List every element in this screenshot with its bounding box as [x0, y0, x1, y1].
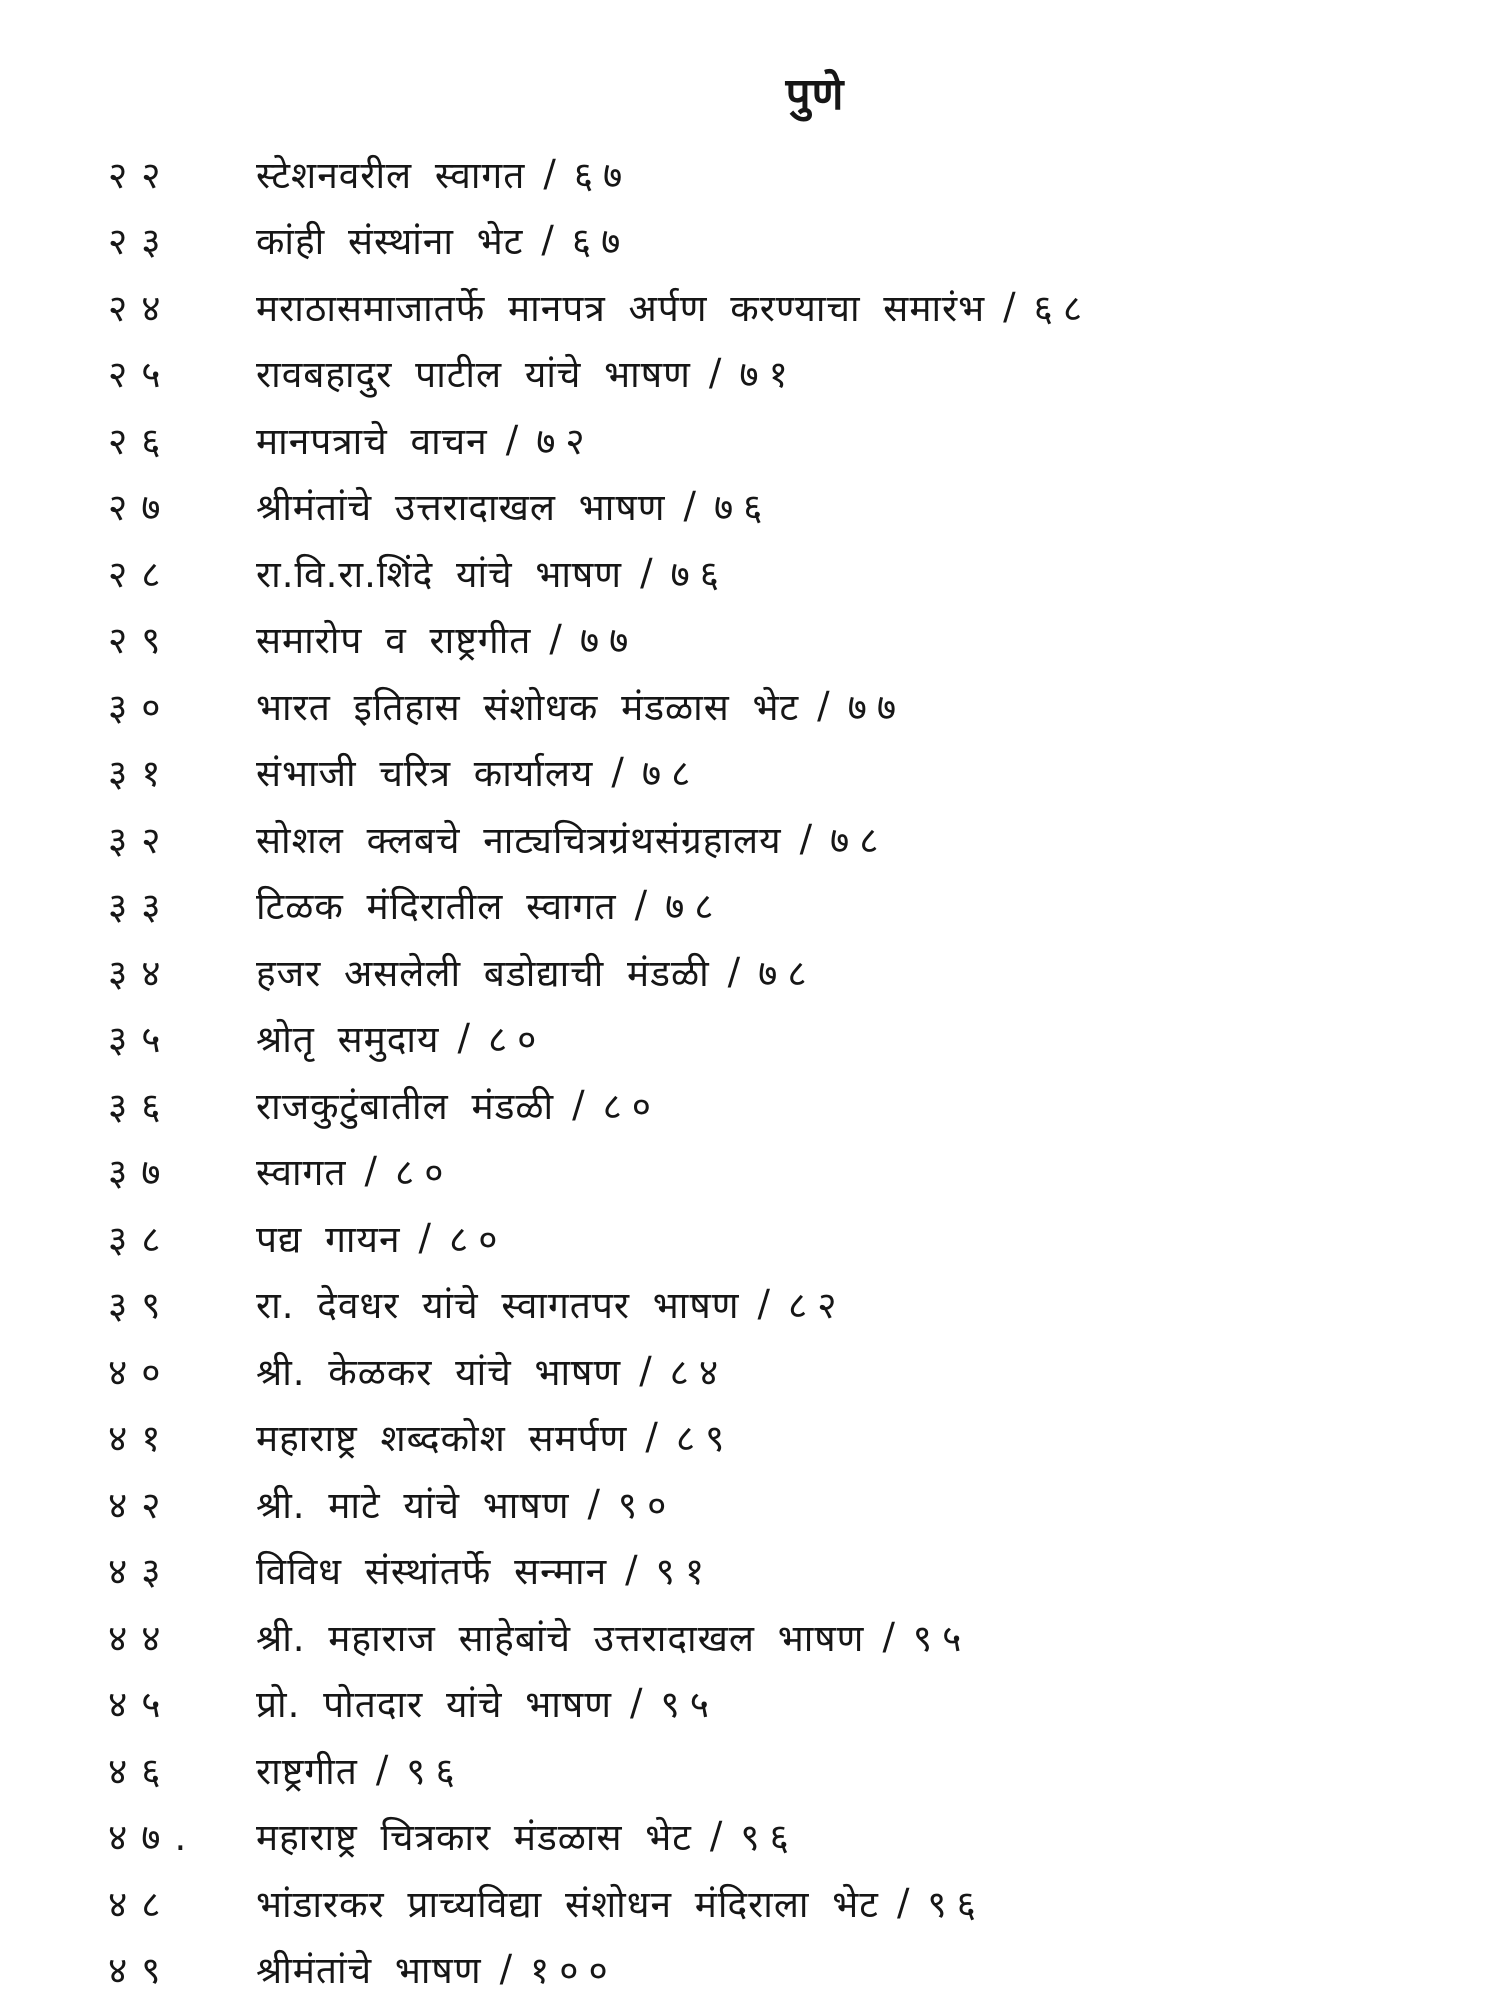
entry-number: ४६	[108, 1744, 256, 1795]
toc-entry	[108, 1936, 1468, 2002]
entry-separator: /	[758, 1282, 770, 1325]
entry-number: ३९	[108, 1278, 256, 1329]
entry-separator: /	[364, 1149, 376, 1192]
entry-title: श्रोतृ समुदाय	[256, 1012, 439, 1063]
entry-number: २९	[108, 613, 256, 664]
entry-page-number: ७६	[671, 547, 729, 598]
entry-page-number: ८०	[603, 1079, 661, 1130]
entry-separator: /	[639, 1349, 651, 1392]
entry-separator: /	[630, 1681, 642, 1724]
entry-separator: /	[1003, 285, 1015, 328]
entry-title: हजर असलेली बडोद्याची मंडळी	[256, 946, 710, 997]
entry-separator: /	[419, 1216, 431, 1259]
toc-entry	[108, 1138, 1468, 1205]
entry-page-number: ६७	[572, 214, 630, 265]
entry-separator: /	[645, 1415, 657, 1458]
toc-entry	[108, 1670, 1468, 1737]
toc-entry	[108, 473, 1468, 540]
entry-number: २६	[108, 414, 256, 465]
entry-page-number: ७२	[536, 414, 594, 465]
entry-number: २७	[108, 480, 256, 531]
toc-entry	[108, 938, 1468, 1005]
entry-page-number: ७७	[580, 613, 638, 664]
entry-number: ४५	[108, 1677, 256, 1728]
entry-page-number: ७८	[830, 813, 888, 864]
entry-page-number: ८२	[788, 1278, 846, 1329]
entry-number: ४३	[108, 1544, 256, 1595]
entry-page-number: १००	[530, 1943, 618, 1994]
entry-number: ३७	[108, 1145, 256, 1196]
entry-page-number: ९०	[618, 1478, 676, 1529]
toc-entry	[108, 1470, 1468, 1537]
entry-title: सोशल क्लबचे नाट्यचित्रग्रंथसंग्रहालय	[256, 813, 782, 864]
toc-entry	[108, 606, 1468, 673]
entry-page-number: ८९	[676, 1411, 734, 1462]
entry-number: ४१	[108, 1411, 256, 1462]
entry-separator: /	[572, 1083, 584, 1126]
entry-title: स्वागत	[256, 1145, 346, 1196]
entry-title: टिळक मंदिरातील स्वागत	[256, 879, 617, 930]
entry-number: ३३	[108, 879, 256, 930]
toc-entry	[108, 805, 1468, 872]
entry-number: ४८	[108, 1877, 256, 1928]
toc-entry	[108, 1271, 1468, 1338]
entry-title: श्री. केळकर यांचे भाषण	[256, 1345, 621, 1396]
entry-title: श्रीमंतांचे भाषण	[256, 1943, 482, 1994]
entry-number: ३१	[108, 746, 256, 797]
toc-entry	[108, 340, 1468, 407]
entry-number: ४४	[108, 1611, 256, 1662]
entry-title: रा. देवधर यांचे स्वागतपर भाषण	[256, 1278, 740, 1329]
entry-page-number: ७८	[642, 746, 700, 797]
entry-title: श्री. माटे यांचे भाषण	[256, 1478, 569, 1529]
entry-number: २५	[108, 347, 256, 398]
toc-entry	[108, 207, 1468, 274]
entry-number: ३८	[108, 1212, 256, 1263]
entry-title: भारत इतिहास संशोधक मंडळास भेट	[256, 680, 799, 731]
entry-separator: /	[897, 1881, 909, 1924]
entry-separator: /	[710, 1814, 722, 1857]
toc-entry	[108, 1071, 1468, 1138]
entry-page-number: ९५	[660, 1677, 718, 1728]
entry-page-number: ६८	[1034, 281, 1092, 332]
entry-title: स्टेशनवरील स्वागत	[256, 148, 525, 199]
entry-separator: /	[817, 684, 829, 727]
entry-title: मानपत्राचे वाचन	[256, 414, 488, 465]
entry-separator: /	[709, 351, 721, 394]
entry-separator: /	[376, 1748, 388, 1791]
entry-page-number: ८०	[449, 1212, 507, 1263]
entry-title: महाराष्ट्र शब्दकोश समर्पण	[256, 1411, 627, 1462]
entry-page-number: ७८	[665, 879, 723, 930]
entry-separator: /	[635, 883, 647, 926]
entry-separator: /	[457, 1016, 469, 1059]
entry-number: २८	[108, 547, 256, 598]
entry-page-number: ९१	[656, 1544, 714, 1595]
toc-entry	[108, 739, 1468, 806]
entry-separator: /	[728, 950, 740, 993]
entry-number: २२	[108, 148, 256, 199]
entry-page-number: ८०	[395, 1145, 453, 1196]
entry-title: संभाजी चरित्र कार्यालय	[256, 746, 593, 797]
entry-separator: /	[625, 1548, 637, 1591]
entry-title: राजकुटुंबातील मंडळी	[256, 1079, 554, 1130]
toc-entry	[108, 1404, 1468, 1471]
toc-entry	[108, 273, 1468, 340]
entry-separator: /	[549, 617, 561, 660]
toc-entry	[108, 872, 1468, 939]
entry-title: मराठासमाजातर्फे मानपत्र अर्पण करण्याचा समारंभ	[256, 281, 985, 332]
entry-title: कांही संस्थांना भेट	[256, 214, 523, 265]
entry-page-number: ७६	[714, 480, 772, 531]
entry-separator: /	[611, 750, 623, 793]
entry-title: रा.वि.रा.शिंदे यांचे भाषण	[256, 547, 622, 598]
entry-number: ३६	[108, 1079, 256, 1130]
entry-title: प्रो. पोतदार यांचे भाषण	[256, 1677, 612, 1728]
entry-separator: /	[640, 551, 652, 594]
entry-separator: /	[506, 418, 518, 461]
toc-entry	[108, 1869, 1468, 1936]
entry-number: ४७.	[108, 1810, 256, 1861]
entry-separator: /	[800, 817, 812, 860]
toc-entry	[108, 672, 1468, 739]
entry-page-number: ७७	[848, 680, 906, 731]
entry-title: भांडारकर प्राच्यविद्या संशोधन मंदिराला भेट	[256, 1877, 879, 1928]
entry-separator: /	[500, 1947, 512, 1990]
entry-separator: /	[541, 218, 553, 261]
entry-number: ३२	[108, 813, 256, 864]
table-of-contents	[108, 140, 1468, 2002]
toc-entry	[108, 1005, 1468, 1072]
toc-entry	[108, 1603, 1468, 1670]
entry-title: समारोप व राष्ट्रगीत	[256, 613, 531, 664]
toc-entry	[108, 539, 1468, 606]
entry-title: राष्ट्रगीत	[256, 1744, 358, 1795]
entry-page-number: ७१	[739, 347, 797, 398]
toc-entry	[108, 1337, 1468, 1404]
entry-number: २३	[108, 214, 256, 265]
entry-page-number: ९६	[740, 1810, 798, 1861]
entry-page-number: ६७	[574, 148, 632, 199]
entry-number: ३४	[108, 946, 256, 997]
entry-separator: /	[587, 1482, 599, 1525]
entry-number: २४	[108, 281, 256, 332]
entry-page-number: ९५	[913, 1611, 971, 1662]
entry-separator: /	[882, 1615, 894, 1658]
entry-title: पद्य गायन	[256, 1212, 401, 1263]
entry-title: श्री. महाराज साहेबांचे उत्तरादाखल भाषण	[256, 1611, 864, 1662]
section-heading: पुणे	[0, 62, 1500, 122]
entry-number: ३०	[108, 680, 256, 731]
toc-entry	[108, 406, 1468, 473]
toc-entry	[108, 1537, 1468, 1604]
entry-number: ३५	[108, 1012, 256, 1063]
entry-title: रावबहादुर पाटील यांचे भाषण	[256, 347, 691, 398]
toc-entry	[108, 1803, 1468, 1870]
entry-separator: /	[543, 152, 555, 195]
entry-title: श्रीमंतांचे उत्तरादाखल भाषण	[256, 480, 665, 531]
entry-number: ४२	[108, 1478, 256, 1529]
entry-title: महाराष्ट्र चित्रकार मंडळास भेट	[256, 1810, 692, 1861]
entry-page-number: ७८	[758, 946, 816, 997]
entry-number: ४९	[108, 1943, 256, 1994]
toc-entry	[108, 1736, 1468, 1803]
entry-page-number: ८४	[670, 1345, 728, 1396]
entry-separator: /	[683, 484, 695, 527]
entry-page-number: ९६	[406, 1744, 464, 1795]
entry-page-number: ८०	[488, 1012, 546, 1063]
entry-title: विविध संस्थांतर्फे सन्मान	[256, 1544, 607, 1595]
toc-entry	[108, 1204, 1468, 1271]
toc-entry	[108, 140, 1468, 207]
entry-number: ४०	[108, 1345, 256, 1396]
entry-page-number: ९६	[927, 1877, 985, 1928]
